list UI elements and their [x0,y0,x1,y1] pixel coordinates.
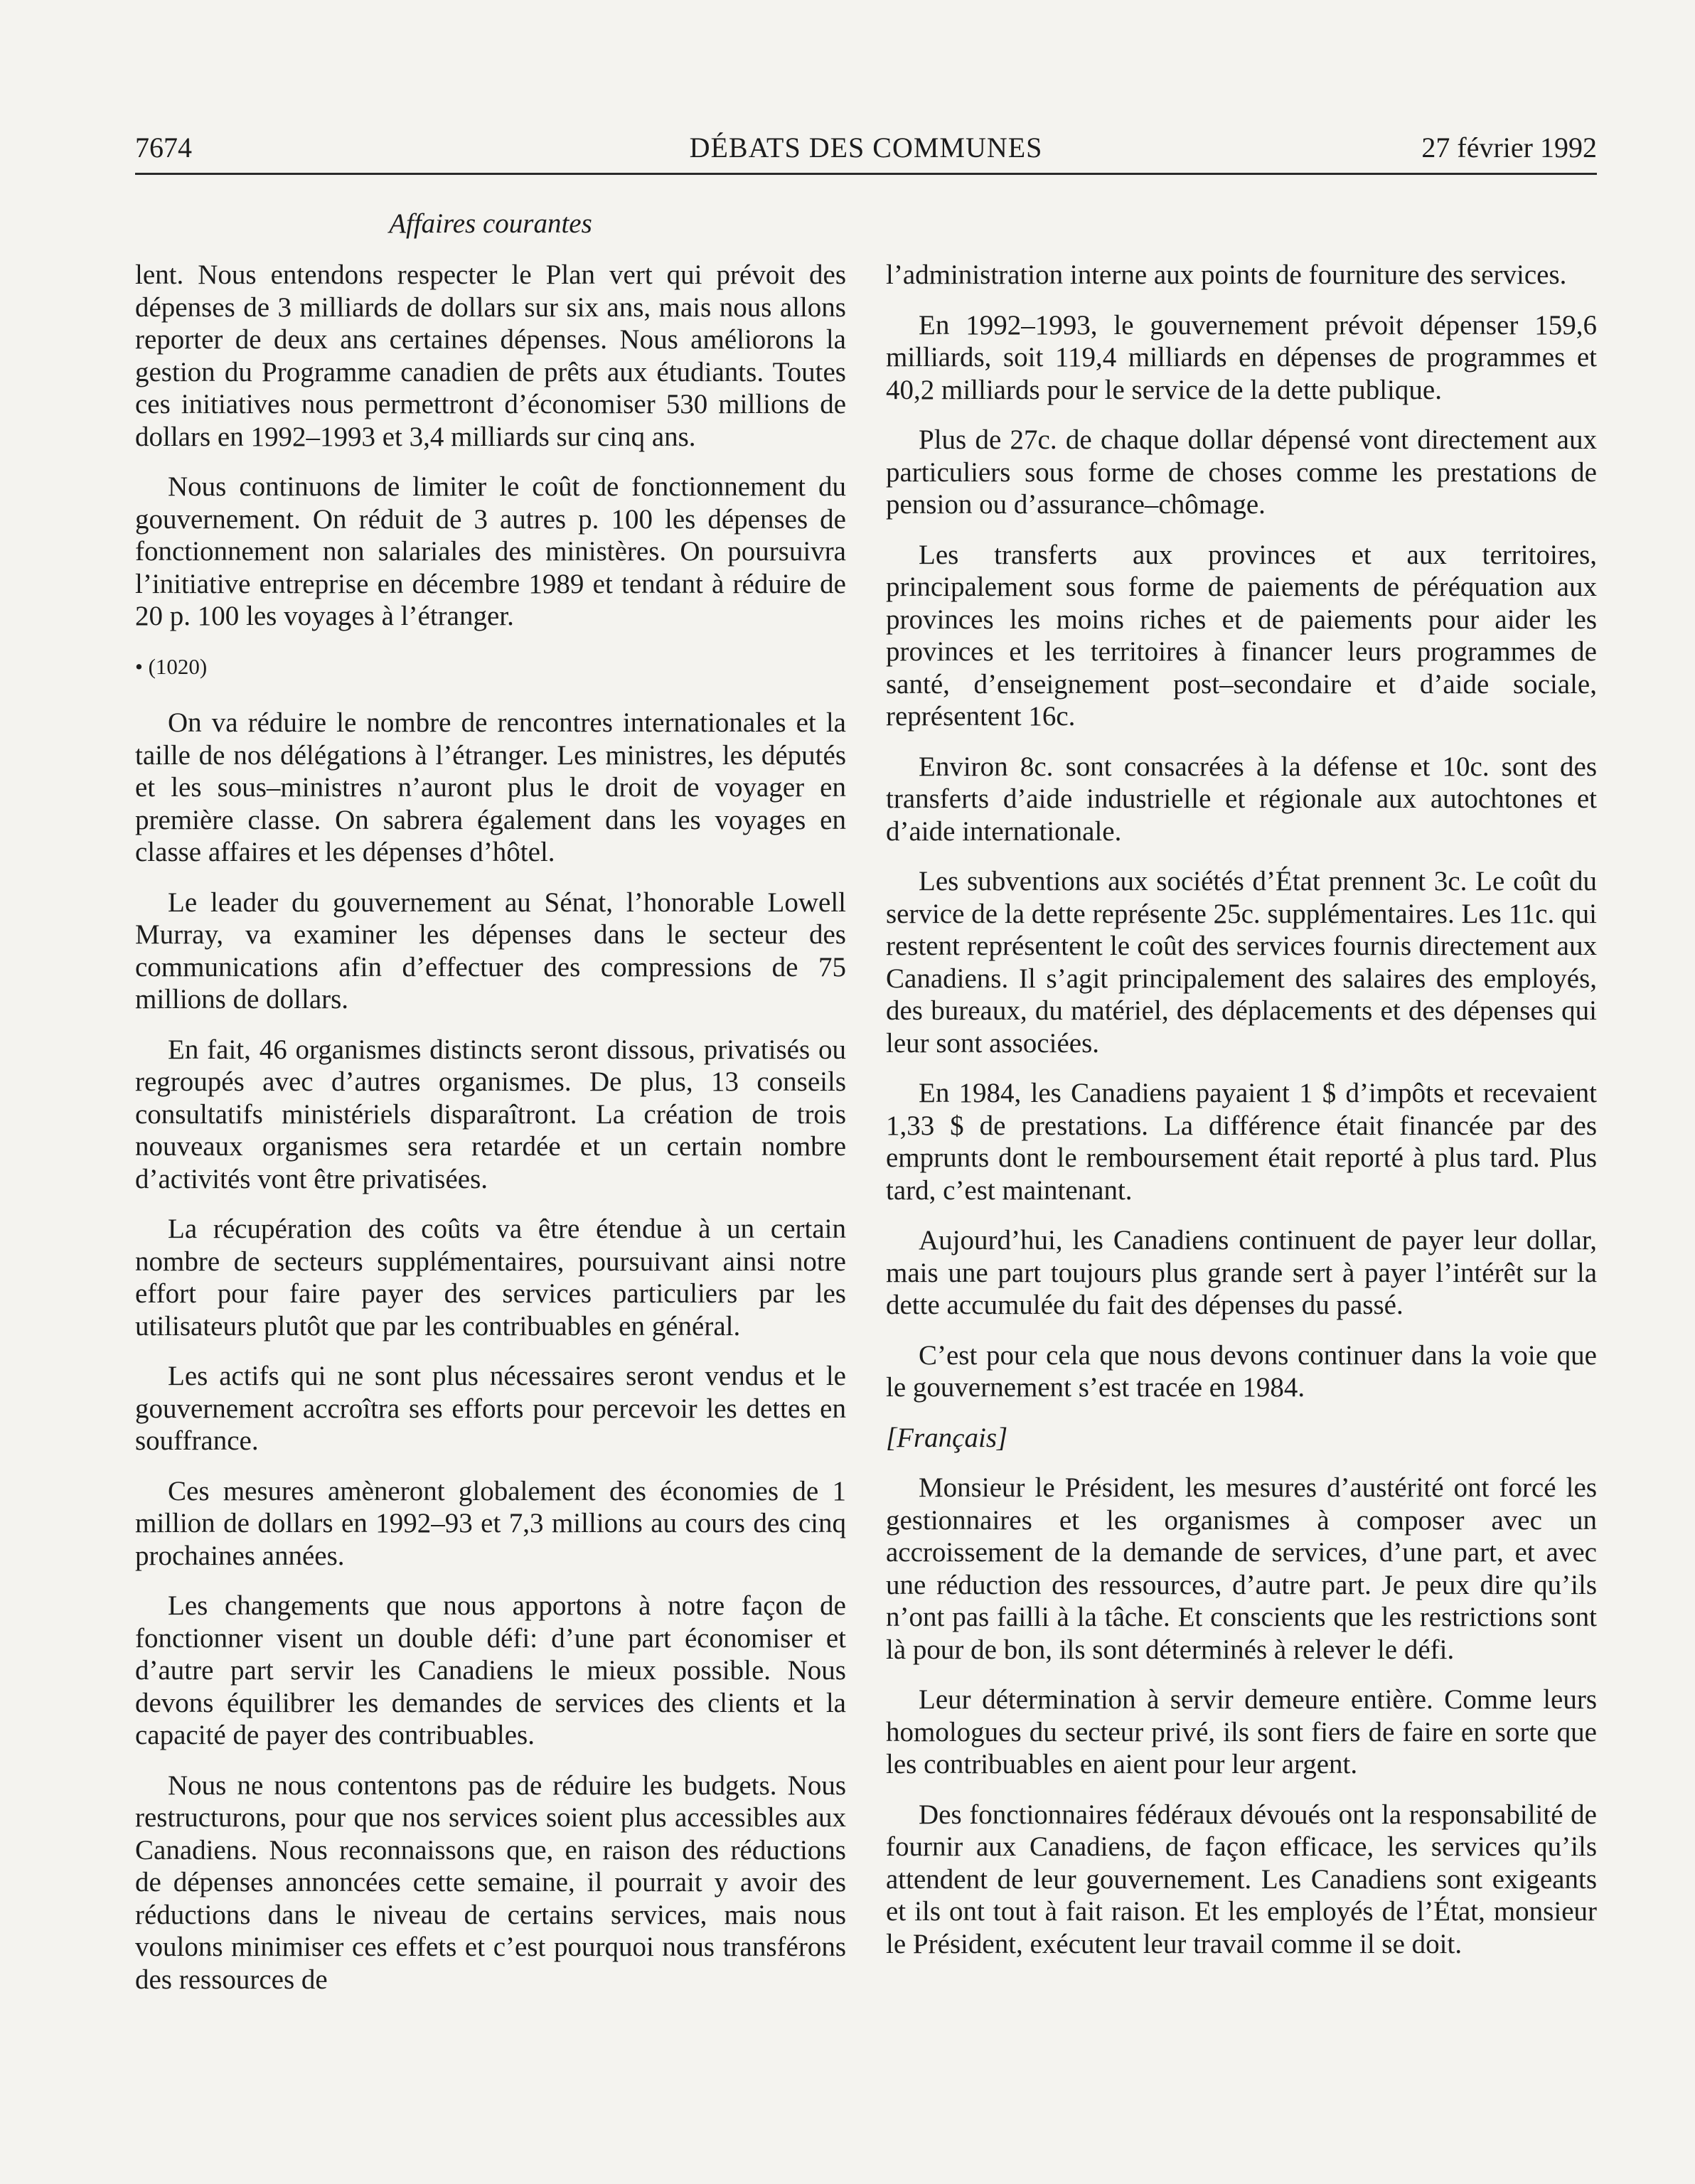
paragraph: l’administration interne aux points de fourniture des services. [886,259,1567,290]
paragraph: Aujourd’hui, les Canadiens continuent de payer leur dollar, mais une part toujours plus grande sert à payer l’intérêt sur la dette accumulée du fait des dépenses du passé. [886,1225,1597,1320]
left-column [135,259,846,2013]
header-rule [135,173,1597,175]
paragraph: On va réduire le nombre de rencontres internationales et la taille de nos délégations à l’étranger. Les ministres, les députés et les sous–ministres n’auront plus le droit de voyager en première classe. On sabrera également dans les voyages en classe affaires et les dépenses d’hôtel. [135,707,846,867]
section-heading: Affaires courantes [389,208,592,239]
paragraph: lent. Nous entendons respecter le Plan vert qui prévoit des dépenses de 3 milliards de dollars sur six ans, mais nous allons reporter de deux ans certaines dépenses. Nous améliorons la gestion du Programme canadien de prêts aux étudiants. Toutes ces initiatives nous permettront d’économiser 530 millions de dollars en 1992–1993 et 3,4 milliards sur cinq ans. [135,259,846,452]
paragraph: Les subventions aux sociétés d’État prennent 3c. Le coût du service de la dette représente 25c. supplémentaires. Les 11c. qui restent représentent le coût des services fournis directement aux Canadiens. Il s’agit principalement des salaires des employés, des bureaux, du matériel, des déplacements et des dépenses qui leur sont associées. [886,866,1597,1059]
paragraph: Les actifs qui ne sont plus nécessaires seront vendus et le gouvernement accroîtra ses efforts pour percevoir les dettes en souffrance. [135,1361,846,1456]
paragraph: Des fonctionnaires fédéraux dévoués ont la responsabilité de fournir aux Canadiens, de façon efficace, les services qu’ils attendent de leur gouvernement. Les Canadiens sont exigeants et ils ont tout à fait raison. Et les employés de l’État, monsieur le Président, exécutent leur travail comme il se doit. [886,1799,1597,1959]
paragraph: C’est pour cela que nous devons continuer dans la voie que le gouvernement s’est tracée en 1984. [886,1339,1597,1403]
paragraph: Les transferts aux provinces et aux territoires, principalement sous forme de paiements de péréquation aux provinces les moins riches et de paiements pour aider les provinces et les territoires à financer leurs programmes de santé, d’enseignement post–secondaire et d’aide sociale, représentent 16c. [886,539,1597,732]
language-marker: [Français] [886,1422,1008,1453]
paragraph: En 1984, les Canadiens payaient 1 $ d’impôts et recevaient 1,33 $ de prestations. La différence était financée par des emprunts dont le remboursement était reporté à plus tard. Plus tard, c’est maintenant. [886,1078,1597,1206]
paragraph: La récupération des coûts va être étendue à un certain nombre de secteurs supplémentaires, poursuivant ainsi notre effort pour faire payer des services particuliers par les utilisateurs plutôt que par les contribuables en général. [135,1214,846,1342]
publication-title: DÉBATS DES COMMUNES [689,132,1043,164]
paragraph: En 1992–1993, le gouvernement prévoit dépenser 159,6 milliards, soit 119,4 milliards en dépenses de programmes et 40,2 milliards pour le service de la dette publique. [886,309,1597,405]
paragraph: Nous ne nous contentons pas de réduire les budgets. Nous restructurons, pour que nos services soient plus accessibles aux Canadiens. Nous reconnaissons que, en raison des réductions de dépenses annoncées cette semaine, il pourrait y avoir des réductions dans le niveau de certains services, mais nous voulons minimiser ces effets et c’est pourquoi nous transférons des ressources de [135,1770,846,1995]
paragraph: Nous continuons de limiter le coût de fonctionnement du gouvernement. On réduit de 3 autres p. 100 les dépenses de fonctionnement non salariales des ministères. On poursuivra l’initiative entreprise en décembre 1989 et tendant à réduire de 20 p. 100 les voyages à l’étranger. [135,471,846,631]
paragraph: Plus de 27c. de chaque dollar dépensé vont directement aux particuliers sous forme de choses comme les prestations de pension ou d’assurance–chômage. [886,424,1597,520]
time-marker: • (1020) [135,653,208,679]
paragraph: Les changements que nous apportons à notre façon de fonctionner visent un double défi: d’une part économiser et d’autre part servir les Canadiens le mieux possible. Nous devons équilibrer les demandes de services des clients et la capacité de payer des contribuables. [135,1590,846,1750]
paragraph: Ces mesures amèneront globalement des économies de 1 million de dollars en 1992–93 et 7,3 millions au cours des cinq prochaines années. [135,1475,846,1571]
page-header [135,128,1597,168]
paragraph: Monsieur le Président, les mesures d’austérité ont forcé les gestionnaires et les organismes à composer avec un accroissement de la demande de services, d’une part, et avec une réduction des ressources, d’autre part. Je peux dire qu’ils n’ont pas failli à la tâche. Et conscients que les restrictions sont là pour de bon, ils sont déterminés à relever le défi. [886,1472,1597,1665]
publication-date: 27 février 1992 [1421,132,1597,164]
paragraph: En fait, 46 organismes distincts seront dissous, privatisés ou regroupés avec d’autres organismes. De plus, 13 conseils consultatifs ministériels disparaîtront. La création de trois nouveaux organismes sera retardée et un certain nombre d’activités vont être privatisées. [135,1034,846,1194]
paragraph: Leur détermination à servir demeure entière. Comme leurs homologues du secteur privé, ils sont fiers de faire en sorte que les contribuables en aient pour leur argent. [886,1684,1597,1779]
paragraph: Environ 8c. sont consacrées à la défense et 10c. sont des transferts d’aide industrielle et régionale aux autochtones et d’aide internationale. [886,751,1597,847]
right-column [886,259,1597,1978]
page-number: 7674 [135,132,192,164]
paragraph: Le leader du gouvernement au Sénat, l’honorable Lowell Murray, va examiner les dépenses dans le secteur des communications afin d’effectuer des compressions de 75 millions de dollars. [135,887,846,1015]
